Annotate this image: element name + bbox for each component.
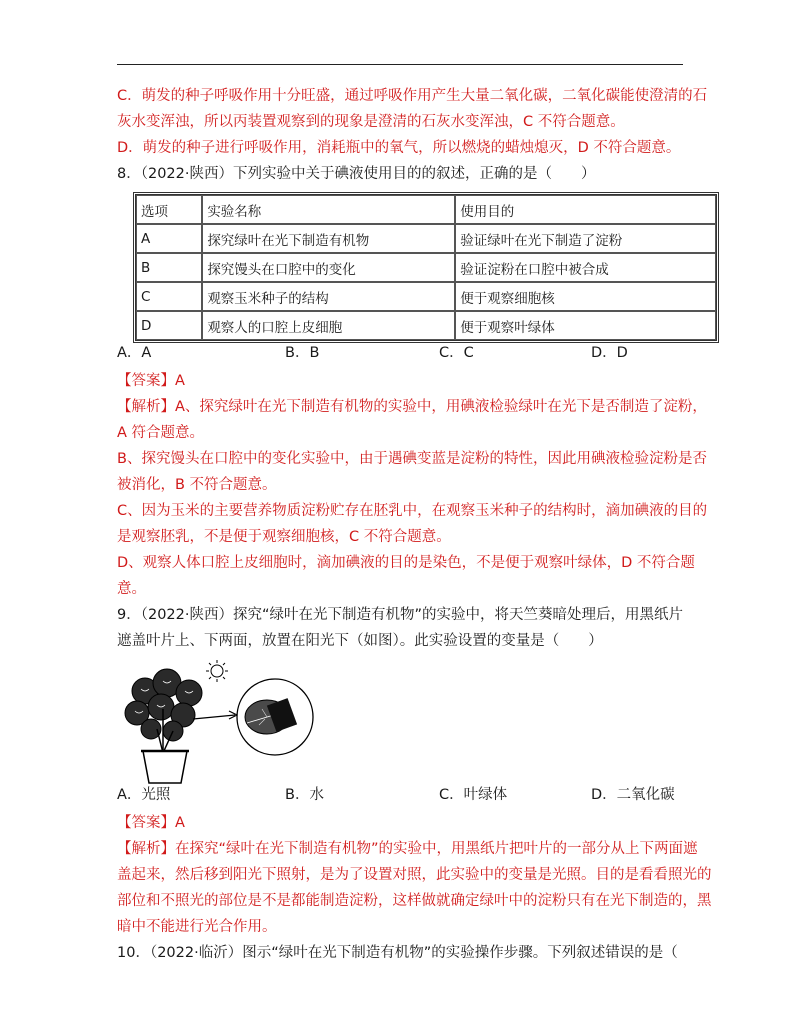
analysis-line: 盖起来，然后移到阳光下照射，是为了设置对照，此实验中的变量是光照。目的是看看照光的: [117, 867, 712, 883]
text-line: C．萌发的种子呼吸作用十分旺盛，通过呼吸作用产生大量二氧化碳，二氧化碳能使澄清的石: [117, 88, 708, 104]
option-c: C．叶绿体: [439, 787, 508, 803]
option-b: B．水: [285, 787, 324, 803]
option-c: C．C: [439, 345, 474, 361]
question-8-table: [133, 192, 719, 343]
analysis-line: 被消化，B 不符合题意。: [117, 477, 277, 493]
table-cell: 便于观察细胞核: [455, 282, 716, 311]
plant-leaf-illustration: [117, 659, 357, 785]
question-8-options: [117, 343, 683, 365]
table-cell: 验证绿叶在光下制造了淀粉: [455, 224, 716, 253]
table-header: 选项: [136, 195, 202, 224]
document-body: [117, 86, 712, 969]
header-rule: [117, 64, 683, 65]
question-9-options: [117, 785, 683, 807]
table-header: 使用目的: [455, 195, 716, 224]
analysis-line: 部位和不照光的部位是不是都能制造淀粉，这样做就确定绿叶中的淀粉只有在光下制造的，黑: [117, 893, 712, 909]
table-cell: 探究馒头在口腔中的变化: [202, 253, 455, 282]
table-row: [136, 311, 716, 340]
option-d: D．二氧化碳: [591, 787, 675, 803]
table-cell: 便于观察叶绿体: [455, 311, 716, 340]
analysis-line: 【解析】在探究“绿叶在光下制造有机物”的实验中，用黑纸片把叶片的一部分从上下两面遮: [117, 841, 698, 857]
analysis-line: D、观察人体口腔上皮细胞时，滴加碘液的目的是染色，不是便于观察叶绿体，D 不符合题: [117, 555, 695, 571]
table-header-row: [136, 195, 716, 224]
analysis-line: B、探究馒头在口腔中的变化实验中，由于遇碘变蓝是淀粉的特性，因此用碘液检验淀粉是否: [117, 451, 707, 467]
text-line: D．萌发的种子进行呼吸作用，消耗瓶中的氧气，所以燃烧的蜡烛熄灭，D 不符合题意。: [117, 140, 681, 156]
table-cell: D: [136, 311, 202, 340]
question-10-stem: 10．（2022·临沂）图示“绿叶在光下制造有机物”的实验操作步骤。下列叙述错误的是（: [117, 945, 678, 961]
table-row: [136, 224, 716, 253]
table-cell: C: [136, 282, 202, 311]
analysis-line: 意。: [117, 581, 146, 597]
table-header: 实验名称: [202, 195, 455, 224]
table-cell: 观察玉米种子的结构: [202, 282, 455, 311]
table-cell: 探究绿叶在光下制造有机物: [202, 224, 455, 253]
geranium-figure: [117, 659, 683, 785]
arrow-icon: [193, 711, 237, 719]
analysis-line: 暗中不能进行光合作用。: [117, 919, 277, 935]
analysis-line: 是观察胚乳，不是便于观察细胞核，C 不符合题意。: [117, 529, 451, 545]
question-9-stem: 遮盖叶片上、下两面，放置在阳光下（如图）。此实验设置的变量是（ ）: [117, 633, 603, 649]
option-a: A．A: [117, 345, 152, 361]
table-cell: A: [136, 224, 202, 253]
question-8-stem: 8．（2022·陕西）下列实验中关于碘液使用目的的叙述，正确的是（ ）: [117, 166, 596, 182]
analysis-line: 【解析】A、探究绿叶在光下制造有机物的实验中，用碘液检验绿叶在光下是否制造了淀粉，: [117, 399, 707, 415]
table-cell: B: [136, 253, 202, 282]
table-row: [136, 282, 716, 311]
option-a: A．光照: [117, 787, 171, 803]
sun-icon: [206, 660, 228, 682]
analysis-line: C、因为玉米的主要营养物质淀粉贮存在胚乳中，在观察玉米种子的结构时，滴加碘液的目的: [117, 503, 708, 519]
question-8-answer: 【答案】A: [117, 373, 185, 389]
table-cell: 验证淀粉在口腔中被合成: [455, 253, 716, 282]
analysis-line: A 符合题意。: [117, 425, 205, 441]
pot-icon: [143, 751, 187, 783]
option-b: B．B: [285, 345, 320, 361]
table-cell: 观察人的口腔上皮细胞: [202, 311, 455, 340]
question-9-stem: 9．（2022·陕西）探究“绿叶在光下制造有机物”的实验中，将天竺葵暗处理后，用黑纸片: [117, 607, 684, 623]
table-row: [136, 253, 716, 282]
option-d: D．D: [591, 345, 628, 361]
text-line: 灰水变浑浊，所以丙装置观察到的现象是澄清的石灰水变浑浊，C 不符合题意。: [117, 114, 625, 130]
question-9-answer: 【答案】A: [117, 815, 185, 831]
